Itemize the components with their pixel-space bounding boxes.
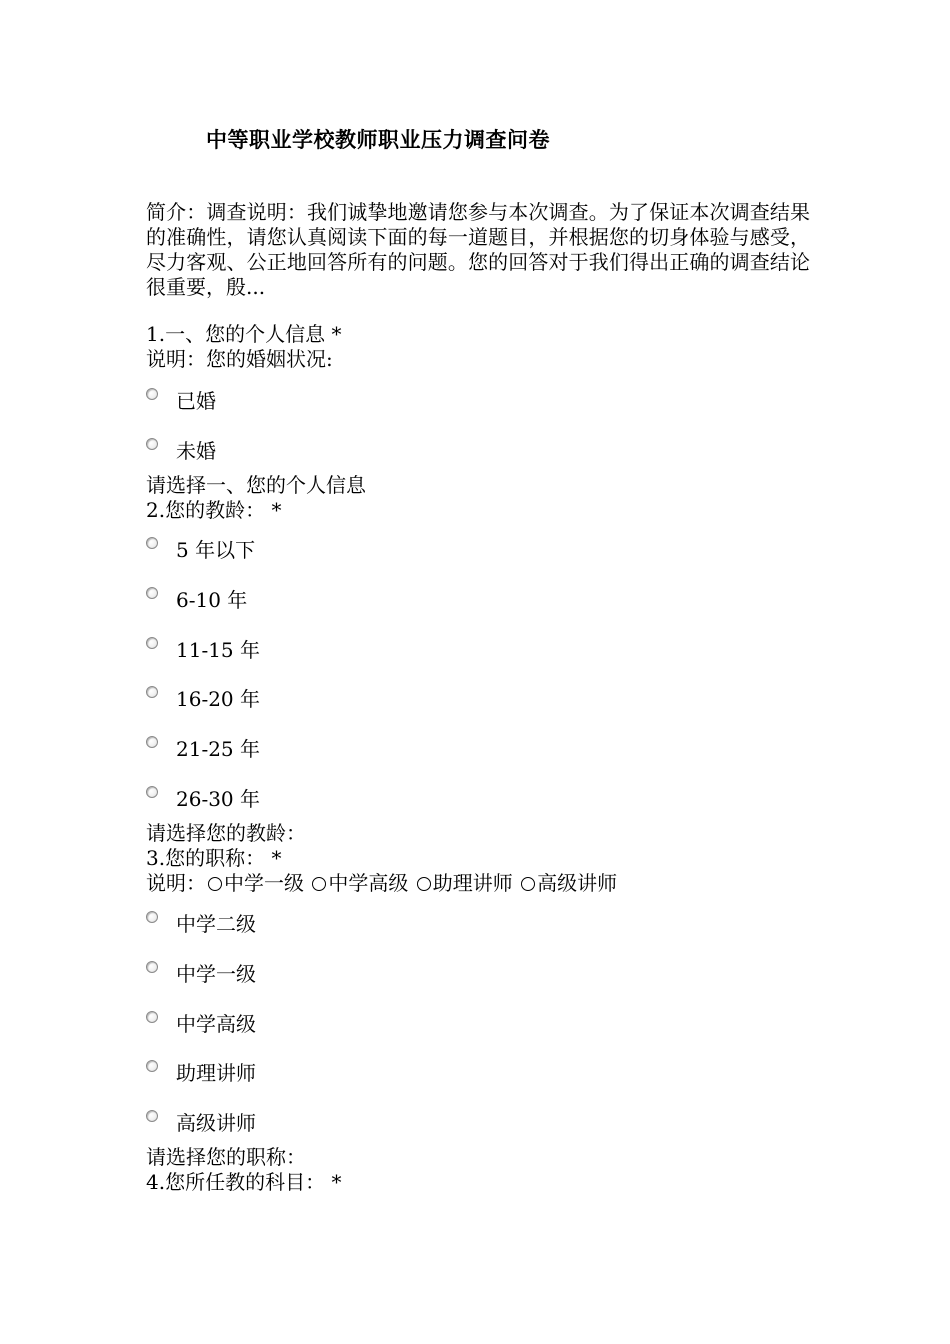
option-label: 5 年以下 [176, 538, 256, 562]
option-label: 助理讲师 [176, 1061, 256, 1085]
option-label: 26-30 年 [176, 787, 261, 811]
question-4-title: 4.您所任教的科目： * [146, 1170, 342, 1194]
radio-button-icon[interactable] [146, 786, 158, 798]
question-1-title: 1.一、您的个人信息 * [146, 322, 342, 346]
question-1-prompt: 请选择一、您的个人信息 [146, 473, 366, 497]
question-2-prompt: 请选择您的教龄： [146, 821, 306, 845]
radio-button-icon[interactable] [146, 637, 158, 649]
radio-button-icon[interactable] [146, 388, 158, 400]
note-item: 中学一级 [224, 871, 304, 895]
radio-button-icon[interactable] [146, 1060, 158, 1072]
note-item: 中学高级 [328, 871, 409, 895]
option-label: 中学二级 [176, 912, 256, 936]
option-label: 16-20 年 [176, 687, 261, 711]
survey-intro: 简介：调查说明：我们诚挚地邀请您参与本次调查。为了保证本次调查结果的准确性，请您认真阅读下面的每一道题目，并根据您的切身体验与感受，尽力客观、公正地回答所有的问题。您的回答对于我们得出正确的调查结论很重要，殷... [146, 200, 810, 299]
question-3-note [146, 871, 617, 896]
survey-title: 中等职业学校教师职业压力调查问卷 [206, 128, 550, 152]
radio-button-icon[interactable] [146, 438, 158, 450]
radio-button-icon[interactable] [146, 587, 158, 599]
radio-button-icon[interactable] [146, 736, 158, 748]
option-label: 中学一级 [176, 962, 256, 986]
question-3-prompt: 请选择您的职称： [146, 1145, 306, 1169]
option-label: 高级讲师 [176, 1111, 256, 1135]
circle-icon [208, 877, 222, 891]
question-3-title: 3.您的职称： * [146, 846, 282, 870]
circle-icon [521, 877, 535, 891]
circle-icon [312, 877, 326, 891]
option-label: 6-10 年 [176, 588, 248, 612]
option-label: 已婚 [176, 389, 216, 413]
note-item: 助理讲师 [432, 871, 513, 895]
option-label: 中学高级 [176, 1012, 256, 1036]
note-item: 高级讲师 [537, 871, 618, 895]
radio-button-icon[interactable] [146, 537, 158, 549]
radio-button-icon[interactable] [146, 1011, 158, 1023]
circle-icon [417, 877, 431, 891]
radio-button-icon[interactable] [146, 686, 158, 698]
note-prefix: 说明： [146, 871, 206, 895]
radio-button-icon[interactable] [146, 1110, 158, 1122]
question-2-title: 2.您的教龄： * [146, 498, 282, 522]
option-label: 21-25 年 [176, 737, 261, 761]
radio-button-icon[interactable] [146, 961, 158, 973]
option-label: 11-15 年 [176, 638, 261, 662]
question-1-note: 说明：您的婚姻状况: [146, 347, 333, 371]
radio-button-icon[interactable] [146, 911, 158, 923]
option-label: 未婚 [176, 439, 216, 463]
